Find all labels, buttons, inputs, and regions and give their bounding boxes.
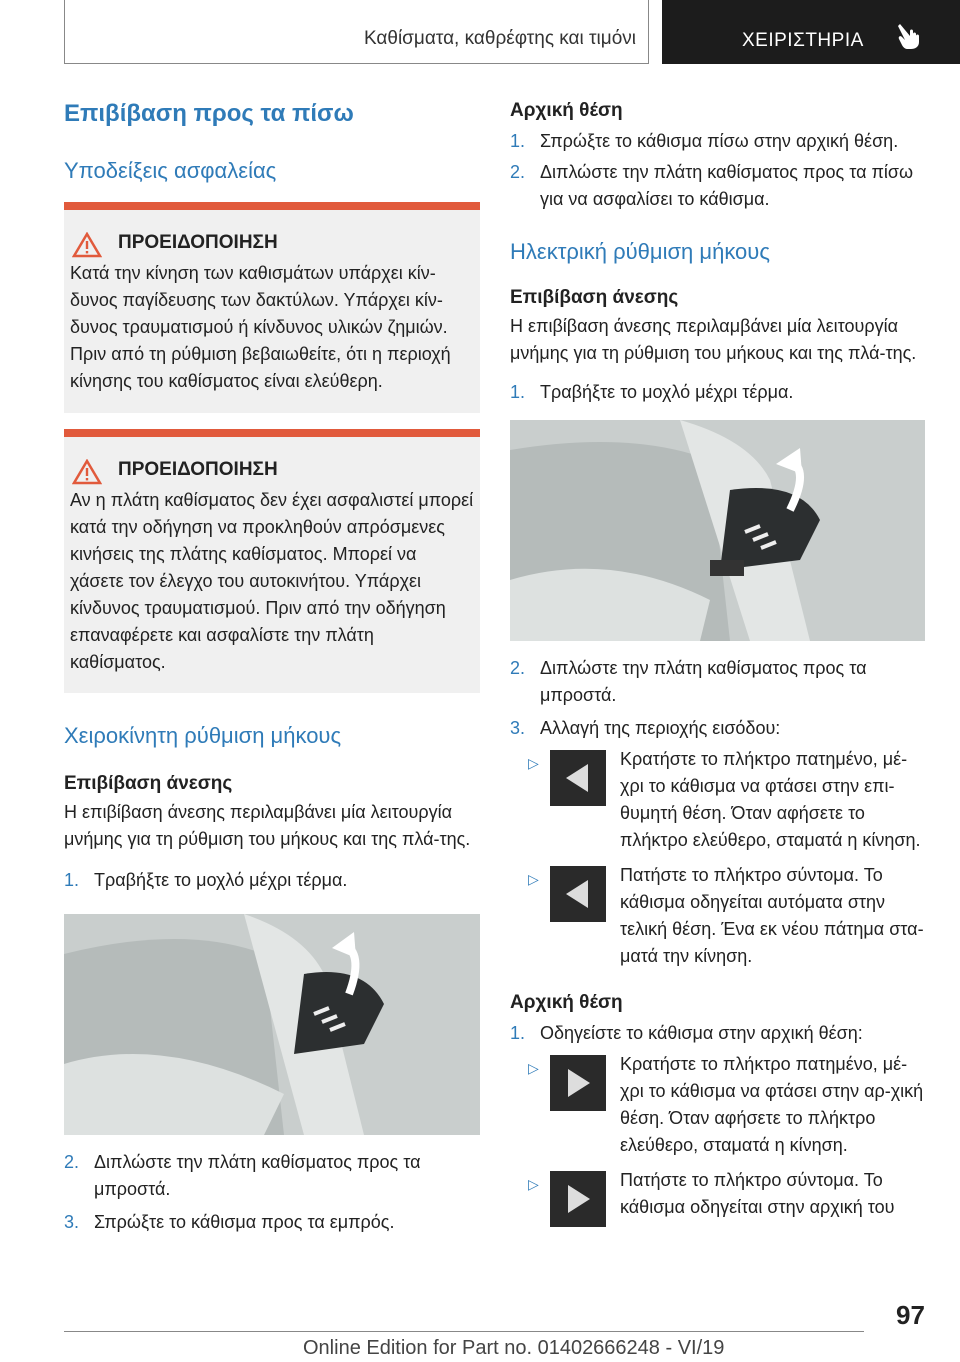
- step-text: Τραβήξτε το μοχλό μέχρι τέρμα.: [540, 382, 794, 402]
- bullet-triangle-icon: ▷: [528, 755, 539, 771]
- right-arrow-key-icon: [550, 1171, 606, 1227]
- header-chapter-tab[interactable]: [662, 0, 960, 64]
- left-arrow-key-icon: [550, 750, 606, 806]
- step-text: Τραβήξτε το μοχλό μέχρι τέρμα.: [94, 870, 348, 890]
- right-column: [510, 100, 925, 1227]
- step-item: [64, 1209, 480, 1236]
- easy-entry-text: Η επιβίβαση άνεσης περιλαμβάνει μία λειτουργία μνήμης για τη ρύθμιση του μήκους και της πλά-της.: [64, 802, 471, 849]
- left-arrow-key-icon: [550, 866, 606, 922]
- page-title: Επιβίβαση προς τα πίσω: [64, 100, 354, 127]
- chapter-label: ΧΕΙΡΙΣΤΗΡΙΑ: [742, 30, 864, 51]
- seat-lever-photo: [510, 420, 925, 641]
- manual-length-heading: Χειροκίνητη ρύθμιση μήκους: [64, 723, 342, 748]
- sub-item: [510, 862, 925, 970]
- electric-length-heading: Ηλεκτρική ρύθμιση μήκους: [510, 239, 770, 264]
- step-text: Σπρώξτε το κάθισμα προς τα εμπρός.: [94, 1212, 395, 1232]
- safety-heading: Υποδείξεις ασφαλείας: [64, 158, 277, 183]
- warning-body-2: Αν η πλάτη καθίσματος δεν έχει ασφαλιστεί μπορεί κατά την οδήγηση να προκληθούν απρόσμενες κινήσεις της πλάτης καθίσματος. Μπορεί να χάσετε τον έλεγχο του αυτοκινήτου. Υπάρχει κίνδυνος τραυματισμού. Πριν από την οδήγηση επαναφέρετε και ασφαλίστε την πλάτη καθίσματος.: [70, 490, 474, 672]
- step-number: 1.: [64, 870, 80, 890]
- step-number: 2.: [510, 162, 526, 182]
- sub-item-text: Κρατήστε το πλήκτρο πατημένο, μέ-χρι το κάθισμα να φτάσει στην αρ-χική θέση. Όταν αφήσετε το πλήκτρο ελεύθερο, σταματά η κίνηση.: [620, 1054, 924, 1155]
- step-item: [510, 128, 925, 155]
- right-arrow-key-icon: [550, 1055, 606, 1111]
- bullet-triangle-icon: ▷: [528, 871, 539, 887]
- step-text: Διπλώστε την πλάτη καθίσματος προς τα μπροστά.: [540, 658, 867, 705]
- easy-entry-heading: Επιβίβαση άνεσης: [510, 287, 679, 308]
- bullet-triangle-icon: ▷: [528, 1060, 539, 1076]
- step-item: [64, 1149, 480, 1203]
- step-number: 3.: [64, 1212, 80, 1232]
- easy-entry-heading: Επιβίβαση άνεσης: [64, 773, 233, 794]
- initial-position-heading-2: Αρχική θέση: [510, 992, 623, 1013]
- step-number: 3.: [510, 718, 526, 738]
- easy-entry-text: Η επιβίβαση άνεσης περιλαμβάνει μία λειτουργία μνήμης για τη ρύθμιση του μήκους και της πλά-της.: [510, 316, 917, 363]
- step-text: Σπρώξτε το κάθισμα πίσω στην αρχική θέση.: [540, 131, 899, 151]
- sub-item: [510, 746, 925, 854]
- bullet-triangle-icon: ▷: [528, 1176, 539, 1192]
- step-text: Οδηγείστε το κάθισμα στην αρχική θέση:: [540, 1023, 863, 1043]
- step-text: Αλλαγή της περιοχής εισόδου:: [540, 718, 781, 738]
- step-number: 1.: [510, 1023, 526, 1043]
- sub-item-text: Κρατήστε το πλήκτρο πατημένο, μέ-χρι το κάθισμα να φτάσει στην επι-θυμητή θέση. Όταν αφήσετε το πλήκτρο ελεύθερο, σταματά η κίνηση.: [620, 749, 921, 850]
- sub-item: [510, 1167, 925, 1227]
- step-text: Διπλώστε την πλάτη καθίσματος προς τα πίσω για να ασφαλίσει το κάθισμα.: [540, 162, 914, 209]
- step-number: 2.: [510, 658, 526, 678]
- footer-divider: [64, 1331, 864, 1332]
- sub-item-text: Πατήστε το πλήκτρο σύντομα. Το κάθισμα οδηγείται στην αρχική του: [620, 1170, 895, 1217]
- section-title: Καθίσματα, καθρέφτης και τιμόνι: [363, 28, 636, 49]
- warning-triangle-icon: [72, 232, 102, 263]
- edition-note: Online Edition for Part no. 01402666248 - VI/19: [303, 1337, 725, 1359]
- warning-title-1: ΠΡΟΕΙΔΟΠΟΙΗΣΗ: [118, 232, 278, 253]
- sub-item: [510, 1051, 925, 1159]
- step-item: [510, 159, 925, 213]
- step-item: [64, 867, 480, 894]
- header-section-box: [64, 0, 649, 64]
- step-item: [510, 715, 925, 742]
- warning-box-2: [64, 429, 480, 693]
- pointing-hand-icon: [896, 22, 922, 55]
- initial-position-heading: Αρχική θέση: [510, 100, 623, 121]
- warning-title-2: ΠΡΟΕΙΔΟΠΟΙΗΣΗ: [118, 459, 278, 480]
- step-number: 2.: [64, 1152, 80, 1172]
- left-column: [64, 100, 480, 1236]
- step-text: Διπλώστε την πλάτη καθίσματος προς τα μπροστά.: [94, 1152, 421, 1199]
- step-item: [510, 379, 925, 406]
- warning-box-1: [64, 202, 480, 413]
- step-number: 1.: [510, 131, 526, 151]
- page-number: 97: [896, 1300, 925, 1330]
- step-item: [510, 1020, 925, 1047]
- seat-lever-photo: [64, 914, 480, 1135]
- step-item: [510, 655, 925, 709]
- warning-body-1: Κατά την κίνηση των καθισμάτων υπάρχει κίν-δυνος παγίδευσης των δακτύλων. Υπάρχει κίν-δυνος τραυματισμού ή κίνδυνος υλικών ζημιών. Πριν από τη ρύθμιση βεβαιωθείτε, ότι η περιοχή κίνησης του καθίσματος είναι ελεύθερη.: [70, 263, 451, 391]
- warning-triangle-icon: [72, 459, 102, 490]
- step-number: 1.: [510, 382, 526, 402]
- sub-item-text: Πατήστε το πλήκτρο σύντομα. Το κάθισμα οδηγείται αυτόματα στην τελική θέση. Ένα εκ νέου πάτημα στα-ματά την κίνηση.: [620, 865, 924, 966]
